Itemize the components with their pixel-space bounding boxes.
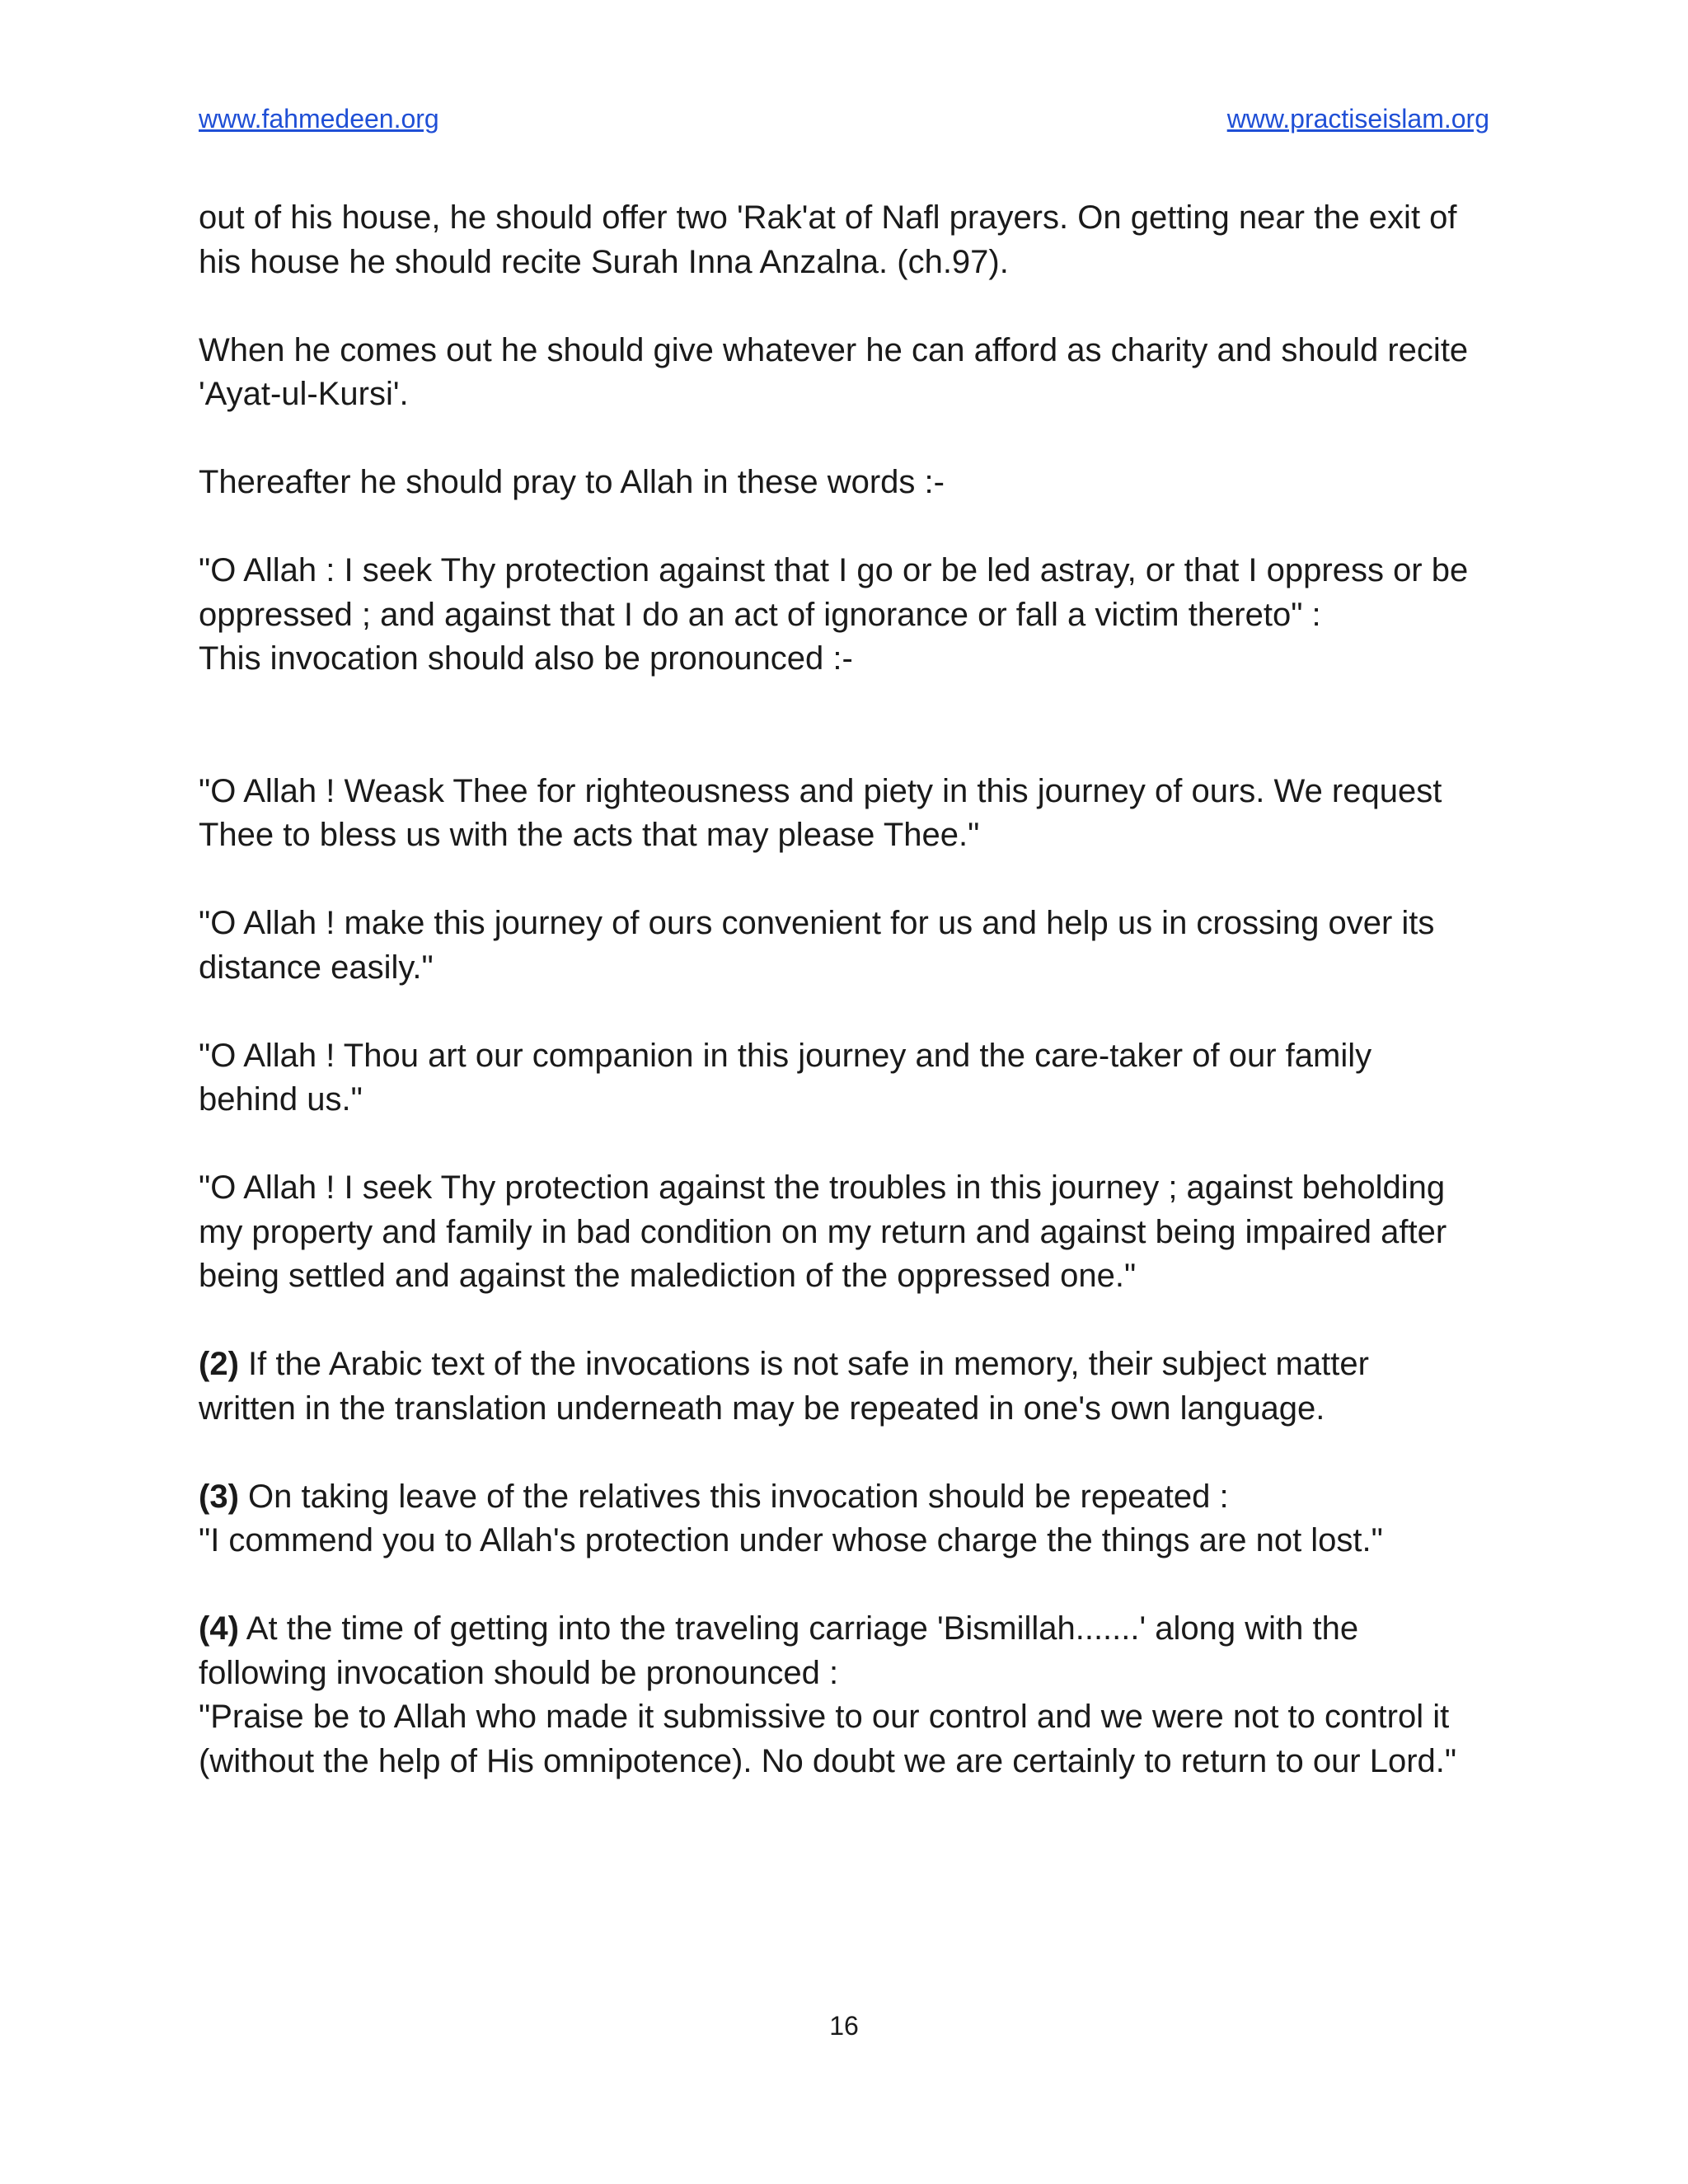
text-line: This invocation should also be pronounced :- xyxy=(199,640,853,677)
text-line xyxy=(199,1343,1501,1387)
fahmedeen-link[interactable]: www.fahmedeen.org xyxy=(199,103,439,134)
text-line: (without the help of His omnipotence). No doubt we are certainly to return to our Lord." xyxy=(199,1742,1457,1779)
text-run: If the Arabic text of the invocations is not safe in memory, their subject matter xyxy=(238,1346,1369,1382)
numbered-paragraph xyxy=(199,1475,1501,1563)
practiseislam-link[interactable]: www.practiseislam.org xyxy=(1226,103,1489,134)
text-line: Thee to bless us with the acts that may please Thee." xyxy=(199,817,980,853)
page-number: 16 xyxy=(829,2011,859,2041)
text-line: written in the translation underneath may be repeated in one's own language. xyxy=(199,1390,1325,1427)
paragraph xyxy=(199,1034,1501,1122)
item-number: (2) xyxy=(199,1346,239,1382)
text-line: oppressed ; and against that I do an act of ignorance or fall a victim thereto" : xyxy=(199,596,1321,633)
text-run: On taking leave of the relatives this invocation should be repeated : xyxy=(238,1478,1229,1515)
text-line: his house he should recite Surah Inna Anzalna. (ch.97). xyxy=(199,243,1009,280)
text-line xyxy=(199,1607,1501,1652)
text-line: "O Allah ! I seek Thy protection against the troubles in this journey ; against beholding xyxy=(199,1169,1446,1206)
numbered-paragraph xyxy=(199,1343,1501,1431)
text-line: "O Allah ! Weask Thee for righteousness and piety in this journey of ours. We request xyxy=(199,772,1442,809)
text-run: At the time of getting into the traveling carriage 'Bismillah.......' along with the xyxy=(238,1610,1359,1647)
paragraph xyxy=(199,902,1501,990)
paragraph xyxy=(199,770,1501,858)
spacer xyxy=(199,725,1501,770)
text-line: 'Ayat-ul-Kursi'. xyxy=(199,376,409,412)
text-line: following invocation should be pronounced : xyxy=(199,1654,839,1691)
text-line: "Praise be to Allah who made it submissive to our control and we were not to control it xyxy=(199,1699,1450,1735)
page-header xyxy=(199,99,1489,138)
paragraph xyxy=(199,1166,1501,1299)
text-line: "O Allah : I seek Thy protection against that I go or be led astray, or that I oppress or be xyxy=(199,552,1469,588)
text-line: my property and family in bad condition on my return and against being impaired after xyxy=(199,1213,1447,1250)
text-line: "I commend you to Allah's protection under whose charge the things are not lost." xyxy=(199,1522,1383,1558)
text-line: When he comes out he should give whatever he can afford as charity and should recite xyxy=(199,331,1469,368)
text-line: "O Allah ! Thou art our companion in this journey and the care-taker of our family xyxy=(199,1037,1372,1074)
text-line: Thereafter he should pray to Allah in these words :- xyxy=(199,464,945,500)
text-line xyxy=(199,1475,1501,1520)
text-line: distance easily." xyxy=(199,949,434,986)
numbered-paragraph xyxy=(199,1607,1501,1783)
item-number: (3) xyxy=(199,1478,239,1515)
item-number: (4) xyxy=(199,1610,239,1647)
paragraph xyxy=(199,196,1501,284)
text-line: being settled and against the malediction of the oppressed one." xyxy=(199,1258,1137,1294)
text-line: behind us." xyxy=(199,1081,363,1118)
text-line: out of his house, he should offer two 'Rak'at of Nafl prayers. On getting near the exit of xyxy=(199,199,1457,236)
paragraph xyxy=(199,549,1501,682)
page-body xyxy=(199,196,1501,1828)
text-line: "O Allah ! make this journey of ours convenient for us and help us in crossing over its xyxy=(199,905,1435,941)
paragraph xyxy=(199,461,1501,505)
paragraph xyxy=(199,329,1501,417)
